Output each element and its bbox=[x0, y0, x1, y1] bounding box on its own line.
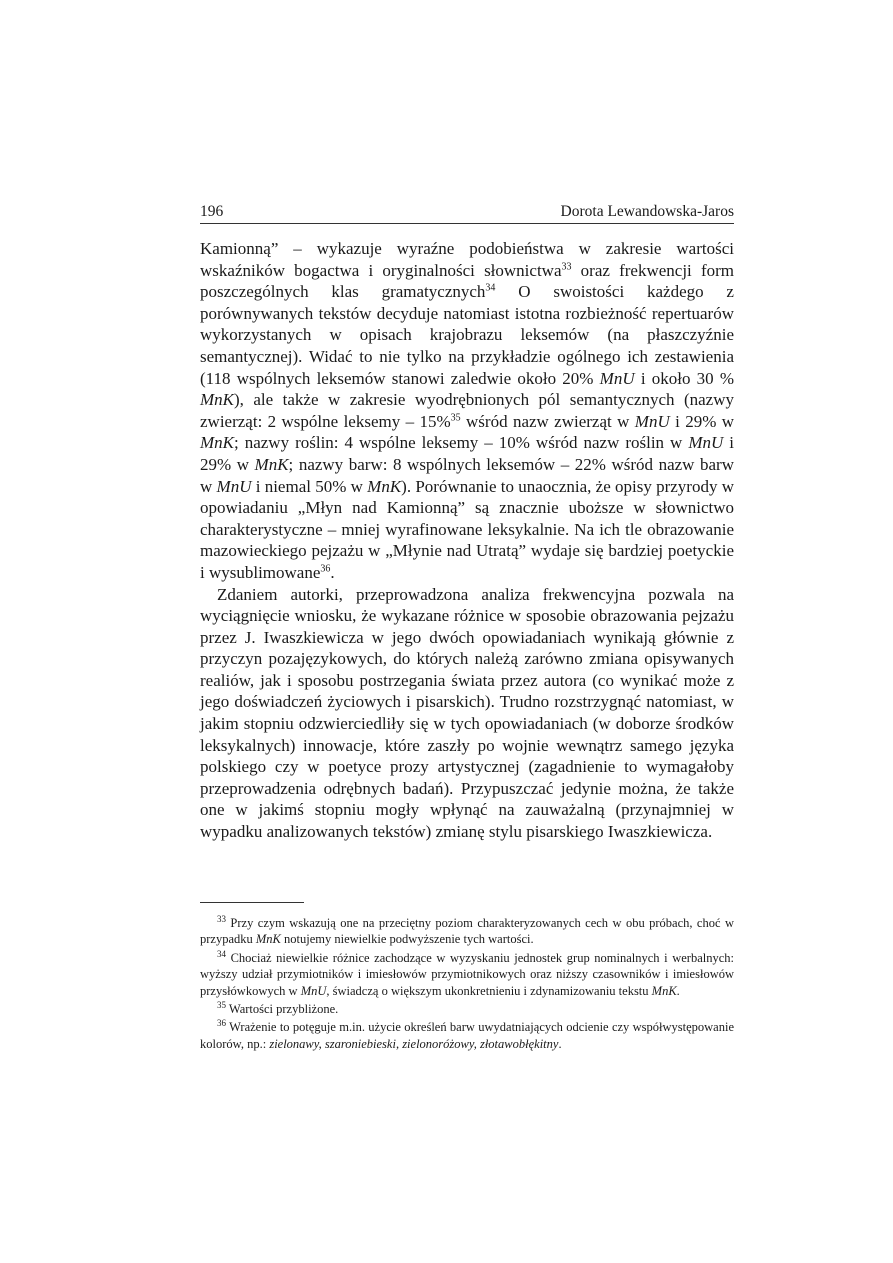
footnote-ref-34[interactable]: 34 bbox=[485, 282, 496, 294]
footnote-separator bbox=[200, 902, 304, 903]
footnote-ref-35[interactable]: 35 bbox=[450, 412, 461, 424]
footnote-ref-33[interactable]: 33 bbox=[561, 260, 572, 272]
main-text bbox=[200, 238, 734, 843]
running-head-author: Dorota Lewandowska-Jaros bbox=[560, 203, 734, 220]
running-header bbox=[200, 203, 734, 225]
footnote-36: $^{36}$ Wrażenie to potęguje m.in. użycie określeń barw uwydatniających odcienie czy współwystępowanie kolorów, np.: zielonawy, szaroniebieski, zielonoróżowy, złotawobłękitny. bbox=[200, 1018, 734, 1051]
page-number: 196 bbox=[200, 203, 224, 220]
footnotes bbox=[200, 915, 734, 1054]
footnote-34: $^{34}$ Chociaż niewielkie różnice zachodzące w wyzyskaniu jednostek grup nominalnych i werbalnych: wyższy udział przymiotników i imiesłowów przymiotnikowych oraz niższy czasowników i imiesłowów przysłówkowych w MnU, świadczą o większym ukonkretnieniu i zdynamizowaniu tekstu MnK. bbox=[200, 948, 734, 998]
footnote-33: $^{33}$ Przy czym wskazują one na przeciętny poziom charakteryzowanych cech w obu próbach, choć w przypadku MnK notujemy niewielkie podwyższenie tych wartości. bbox=[200, 913, 734, 947]
paragraph-1: Kamionną” – wykazuje wyraźne podobieństwa w zakresie wartości wskaźników bogactwa i oryginalności słownictwa$^{33}$ oraz frekwencji form poszczególnych klas gramatycznych$^{34}$ O swoistości każdego z porównywanych tekstów decyduje natomiast istotna rozbieżność repertuarów wykorzystanych w opisach krajobrazu leksemów (na płaszczyźnie semantycznej). Widać to nie tylko na przykładzie ogólnego ich zestawienia (118 wspólnych leksemów stanowi zaledwie około 20% MnU i około 30 % MnK), ale także w zakresie wyodrębnionych pól semantycznych (nazwy zwierząt: 2 wspólne leksemy – 15%$^{35}$ wśród nazw zwierząt w MnU i 29% w MnK; nazwy roślin: 4 wspólne leksemy – 10% wśród nazw roślin w MnU i 29% w MnK; nazwy barw: 8 wspólnych leksemów – 22% wśród nazw barw w MnU i niemal 50% w MnK). Porównanie to unaocznia, że opisy przyrody w opowiadaniu „Młyn nad Kamionną” są znacznie uboższe w słownictwo charakterystyczne – mniej wyrafinowane leksykalnie. Na ich tle obrazowanie mazowieckiego pejzażu w „Młynie nad Utratą” wydaje się bardziej poetyckie i wysublimowane$^{36}$. bbox=[200, 239, 735, 582]
footnote-ref-36[interactable]: 36 bbox=[320, 563, 331, 575]
header-rule bbox=[200, 223, 734, 224]
footnote-35: $^{35}$ Wartości przybliżone. bbox=[217, 999, 339, 1017]
paragraph-2: Zdaniem autorki, przeprowadzona analiza frekwencyjna pozwala na wyciągnięcie wniosku, że wykazane różnice w sposobie obrazowania pejzażu przez J. Iwaszkiewicza w jego dwóch opowiadaniach wynikają głównie z przyczyn pozajęzykowych, do których należą zarówno zmiana opisywanych realiów, jak i sposobu postrzegania świata przez autora (co wynikać może z jego doświadczeń życiowych i pisarskich). Trudno rozstrzygnąć natomiast, w jakim stopniu odzwierciedliły się w tych opowiadaniach (w doborze środków leksykalnych) innowacje, które zaszły po wojnie wewnątrz samego języka polskiego czy w poetyce prozy artystycznej (zagadnienie to wymagałoby przeprowadzenia odrębnych badań). Przypuszczać jedynie można, że także one w jakimś stopniu mogły wpłynąć na zauważalną (przynajmniej w wypadku analizowanych tekstów) zmianę stylu pisarskiego Iwaszkiewicza. bbox=[200, 584, 734, 842]
